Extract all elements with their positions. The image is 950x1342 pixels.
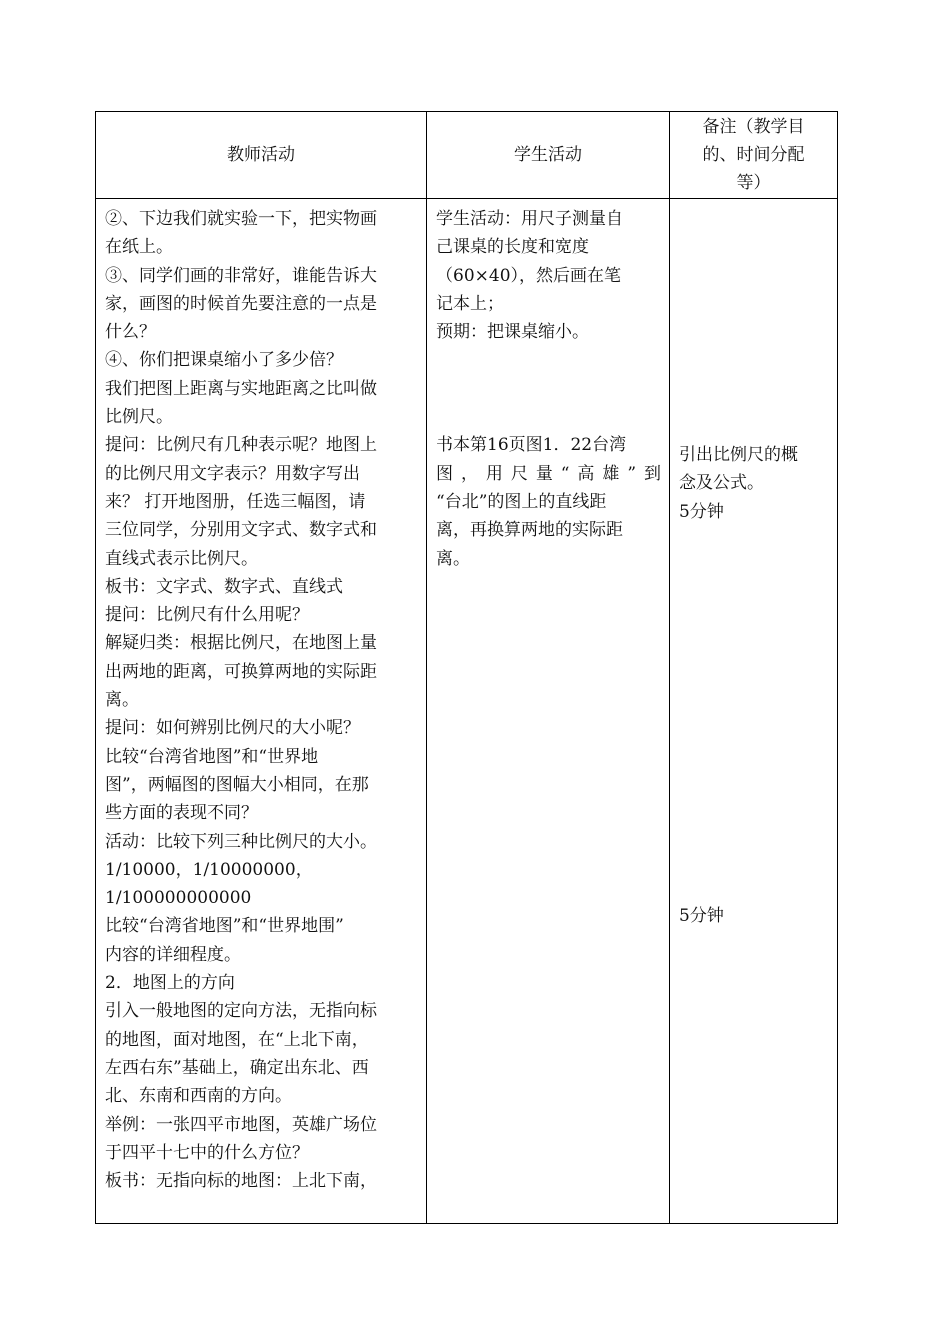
remark-block-direction [679, 526, 827, 930]
teacher-line: 提问：比例尺有什么用呢？ [105, 605, 309, 626]
teacher-line: 于四平十七中的什么方位？ [105, 1142, 309, 1163]
teacher-line: 引入一般地图的定向方法，无指向标 [105, 1001, 377, 1022]
student-activity-cell [427, 199, 670, 1224]
teacher-line: 家，画图的时候首先要注意的一点是 [105, 293, 377, 314]
content-row [96, 199, 838, 1224]
teacher-line: 来？ 打开地图册，任选三幅图，请 [105, 491, 366, 512]
teacher-line: 左西右东”基础上，确定出东北、西 [105, 1057, 369, 1078]
teacher-line: 的比例尺用文字表示？用数字写出 [105, 463, 360, 484]
teacher-line: 提问：如何辨别比例尺的大小呢？ [105, 718, 360, 739]
teacher-line: 比较“台湾省地图”和“世界地围” [105, 916, 344, 937]
teacher-line: 直线式表示比例尺。 [105, 548, 258, 569]
header-teacher-activity: 教师活动 [96, 112, 427, 199]
header-student-activity: 学生活动 [427, 112, 670, 199]
teacher-line: 比较“台湾省地图”和“世界地 [105, 746, 319, 767]
teacher-line: 我们把图上距离与实地距离之比叫做 [105, 378, 377, 399]
student-line: 离。 [436, 548, 470, 569]
teacher-line: 板书：文字式、数字式、直线式 [105, 576, 343, 597]
teacher-line: ④、你们把课桌缩小了多少倍？ [105, 350, 343, 371]
student-block-measure [436, 205, 661, 346]
student-spacer [436, 346, 661, 431]
teacher-line: ②、下边我们就实验一下，把实物画 [105, 209, 377, 229]
teacher-line: 离。 [105, 690, 139, 711]
student-line: 离，再换算两地的实际距 [436, 520, 623, 541]
teacher-line: 2．地图上的方向 [105, 973, 235, 994]
student-line: 预期：把课桌缩小。 [436, 322, 589, 343]
student-block-map-distance [436, 431, 661, 572]
teacher-line: 北、东南和西南的方向。 [105, 1086, 292, 1107]
lesson-plan-table [95, 111, 838, 1224]
teacher-line: 出两地的距离，可换算两地的实际距 [105, 661, 377, 682]
header-row [96, 112, 838, 199]
teacher-line: 活动：比较下列三种比例尺的大小。 [105, 831, 377, 852]
teacher-line: ③、同学们画的非常好，谁能告诉大 [105, 265, 377, 286]
teacher-line: 提问：比例尺有几种表示呢？地图上 [105, 435, 377, 456]
teacher-line: 些方面的表现不同？ [105, 803, 258, 824]
student-line: 图，用尺量“高雄”到 [436, 463, 661, 484]
remark-block-scale [679, 199, 827, 526]
teacher-line: 板书：无指向标的地图：上北下南， [105, 1171, 377, 1192]
teacher-line: 解疑归类：根据比例尺，在地图上量 [105, 633, 377, 654]
teacher-line: 举例：一张四平市地图，英雄广场位 [105, 1114, 377, 1135]
teacher-line: 的地图，面对地图，在“上北下南， [105, 1029, 369, 1050]
teacher-line: 图”，两幅图的图幅大小相同，在那 [105, 774, 369, 795]
teacher-line: 什么？ [105, 322, 156, 343]
student-line: 学生活动：用尺子测量自 [436, 209, 623, 229]
teacher-activity-cell [96, 199, 427, 1224]
teacher-line: 1/10000，1/10000000， [105, 859, 313, 880]
teacher-line: 1/100000000000 [105, 888, 252, 909]
teacher-line: 比例尺。 [105, 407, 173, 428]
header-remark: 备注（教学目的、时间分配等） [670, 112, 838, 199]
remark-cell [670, 199, 838, 1224]
student-line: 书本第16页图1．22台湾 [436, 435, 627, 456]
student-line: （60×40），然后画在笔 [436, 265, 622, 286]
remark-line: 念及公式。 [679, 473, 764, 494]
teacher-line: 内容的详细程度。 [105, 944, 241, 965]
student-line: 己课桌的长度和宽度 [436, 237, 589, 258]
remark-line: 5分钟 [679, 501, 724, 522]
student-line: “台北”的图上的直线距 [436, 492, 607, 513]
teacher-line: 在纸上。 [105, 237, 173, 258]
remark-line: 引出比例尺的概 [679, 445, 798, 465]
remark-line: 5分钟 [679, 905, 724, 926]
student-line: 记本上； [436, 293, 504, 314]
teacher-line: 三位同学，分别用文字式、数字式和 [105, 520, 377, 541]
